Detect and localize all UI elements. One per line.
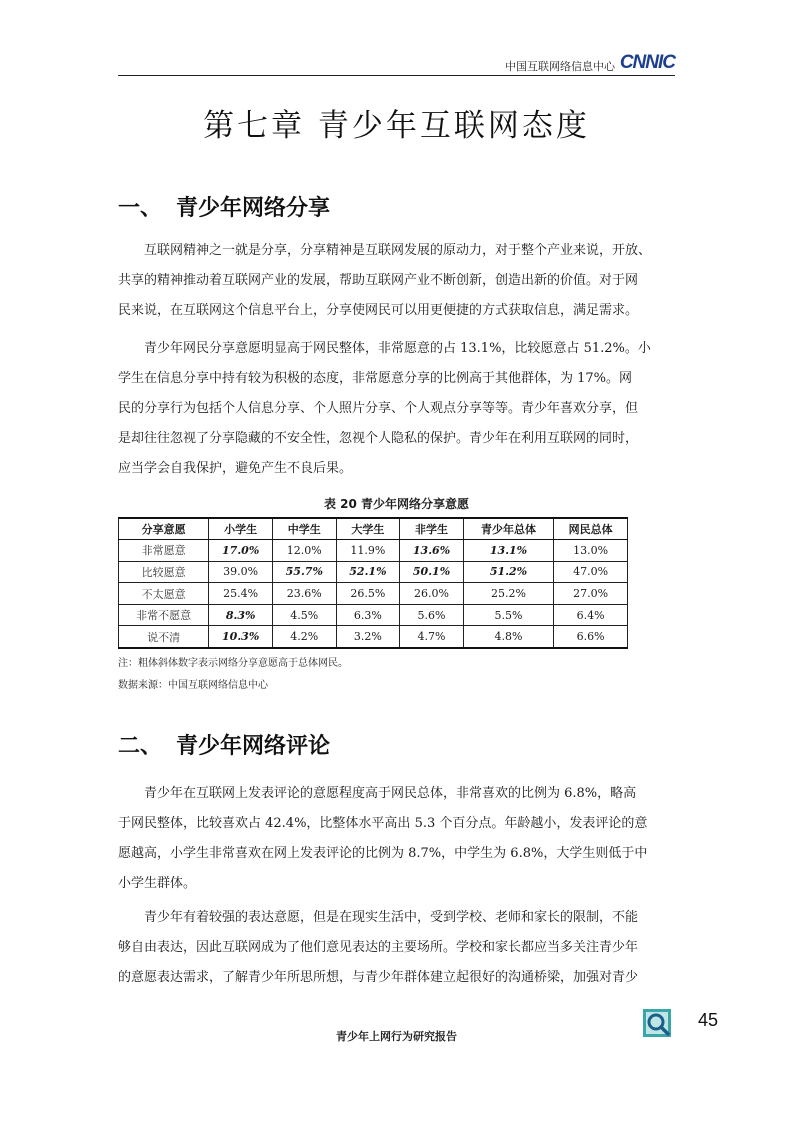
table-cell: 26.0% xyxy=(400,583,464,605)
cnnic-logo: CNNIC xyxy=(619,52,675,73)
table-note: 注：粗体斜体数字表示网络分享意愿高于总体网民。 xyxy=(118,658,348,669)
section-title: 青少年网络评论 xyxy=(176,734,331,759)
column-header: 网民总体 xyxy=(554,518,628,540)
table-cell: 50.1% xyxy=(400,561,464,583)
table-cell: 10.3% xyxy=(209,626,273,648)
text-line: 青少年网民分享意愿明显高于网民整体，非常愿意的占 13.1%，比较愿意占 51.2%。小 xyxy=(144,341,651,356)
table-cell: 13.6% xyxy=(400,540,464,562)
table-cell: 26.5% xyxy=(336,583,400,605)
table-caption: 表 20 青少年网络分享意愿 xyxy=(323,497,470,511)
table-cell: 11.9% xyxy=(336,540,400,562)
row-label: 不太愿意 xyxy=(119,583,209,605)
table-cell: 6.6% xyxy=(554,626,628,648)
text-line: 共享的精神推动着互联网产业的发展，帮助互联网产业不断创新，创造出新的价值。对于网 xyxy=(118,273,639,288)
table-cell: 13.1% xyxy=(463,540,553,562)
text-line: 于网民整体，比较喜欢占 42.4%，比整体水平高出 5.3 个百分点。年龄越小，发表评论的意 xyxy=(118,816,648,831)
table-cell: 3.2% xyxy=(336,626,400,648)
paragraph xyxy=(118,903,675,993)
text-line: 应当学会自我保护，避免产生不良后果。 xyxy=(118,461,353,476)
row-label: 比较愿意 xyxy=(119,561,209,583)
report-title: 青少年上网行为研究报告 xyxy=(336,1030,457,1043)
text-line: 青少年有着较强的表达意愿，但是在现实生活中，受到学校、老师和家长的限制，不能 xyxy=(144,910,639,925)
table-row xyxy=(119,561,628,583)
table-cell: 27.0% xyxy=(554,583,628,605)
text-line: 民来说，在互联网这个信息平台上，分享使网民可以用更便捷的方式获取信息，满足需求。 xyxy=(118,303,639,318)
column-header: 青少年总体 xyxy=(463,518,553,540)
text-line: 互联网精神之一就是分享，分享精神是互联网发展的原动力，对于整个产业来说，开放、 xyxy=(144,243,652,258)
table-cell: 47.0% xyxy=(554,561,628,583)
table-header-row xyxy=(119,518,628,540)
text-line: 的意愿表达需求，了解青少年所思所想，与青少年群体建立起很好的沟通桥梁，加强对青少 xyxy=(118,970,639,985)
row-label: 非常愿意 xyxy=(119,540,209,562)
table-cell: 4.2% xyxy=(272,626,336,648)
paragraph xyxy=(118,334,675,484)
column-header: 大学生 xyxy=(336,518,400,540)
table-cell: 4.5% xyxy=(272,604,336,626)
column-header: 非学生 xyxy=(400,518,464,540)
table-cell: 4.7% xyxy=(400,626,464,648)
table-cell: 6.3% xyxy=(336,604,400,626)
text-line: 是却往往忽视了分享隐藏的不安全性，忽视个人隐私的保护。青少年在利用互联网的同时， xyxy=(118,431,639,446)
table-cell: 8.3% xyxy=(209,604,273,626)
text-line: 小学生群体。 xyxy=(118,876,197,891)
paragraph xyxy=(118,779,675,899)
table-cell: 13.0% xyxy=(554,540,628,562)
data-source: 数据来源：中国互联网络信息中心 xyxy=(118,680,268,691)
sharing-willingness-table xyxy=(118,517,628,649)
page-header xyxy=(118,52,675,76)
table-cell: 23.6% xyxy=(272,583,336,605)
section-heading-1 xyxy=(118,191,330,222)
table-row xyxy=(119,540,628,562)
table-row xyxy=(119,583,628,605)
chapter-title: 第七章 青少年互联网态度 xyxy=(203,108,590,144)
row-label: 非常不愿意 xyxy=(119,604,209,626)
table-cell: 4.8% xyxy=(463,626,553,648)
table-cell: 55.7% xyxy=(272,561,336,583)
column-header: 小学生 xyxy=(209,518,273,540)
row-label: 说不清 xyxy=(119,626,209,648)
table-cell: 17.0% xyxy=(209,540,273,562)
search-report-icon xyxy=(642,1008,672,1038)
column-header: 分享意愿 xyxy=(119,518,209,540)
text-line: 青少年在互联网上发表评论的意愿程度高于网民总体，非常喜欢的比例为 6.8%，略高 xyxy=(144,786,637,801)
table-cell: 52.1% xyxy=(336,561,400,583)
section-number: 二、 xyxy=(118,734,163,759)
table-cell: 5.5% xyxy=(463,604,553,626)
text-line: 够自由表达，因此互联网成为了他们意见表达的主要场所。学校和家长都应当多关注青少年 xyxy=(118,940,639,955)
table-cell: 25.2% xyxy=(463,583,553,605)
section-number: 一、 xyxy=(118,196,163,221)
section-heading-2 xyxy=(118,729,330,760)
table-cell: 12.0% xyxy=(272,540,336,562)
text-line: 学生在信息分享中持有较为积极的态度，非常愿意分享的比例高于其他群体，为 17%。网 xyxy=(118,371,633,386)
table-cell: 39.0% xyxy=(209,561,273,583)
table-cell: 51.2% xyxy=(463,561,553,583)
section-title: 青少年网络分享 xyxy=(176,196,331,221)
text-line: 民的分享行为包括个人信息分享、个人照片分享、个人观点分享等等。青少年喜欢分享，但 xyxy=(118,401,639,416)
table-cell: 6.4% xyxy=(554,604,628,626)
column-header: 中学生 xyxy=(272,518,336,540)
table-cell: 25.4% xyxy=(209,583,273,605)
table-row xyxy=(119,626,628,648)
header-org-name: 中国互联网络信息中心 xyxy=(505,60,615,73)
text-line: 愿越高，小学生非常喜欢在网上发表评论的比例为 8.7%，中学生为 6.8%，大学生则低于中 xyxy=(118,846,648,861)
page-number: 45 xyxy=(698,1010,719,1030)
paragraph xyxy=(118,236,675,326)
table-cell: 5.6% xyxy=(400,604,464,626)
table-row xyxy=(119,604,628,626)
